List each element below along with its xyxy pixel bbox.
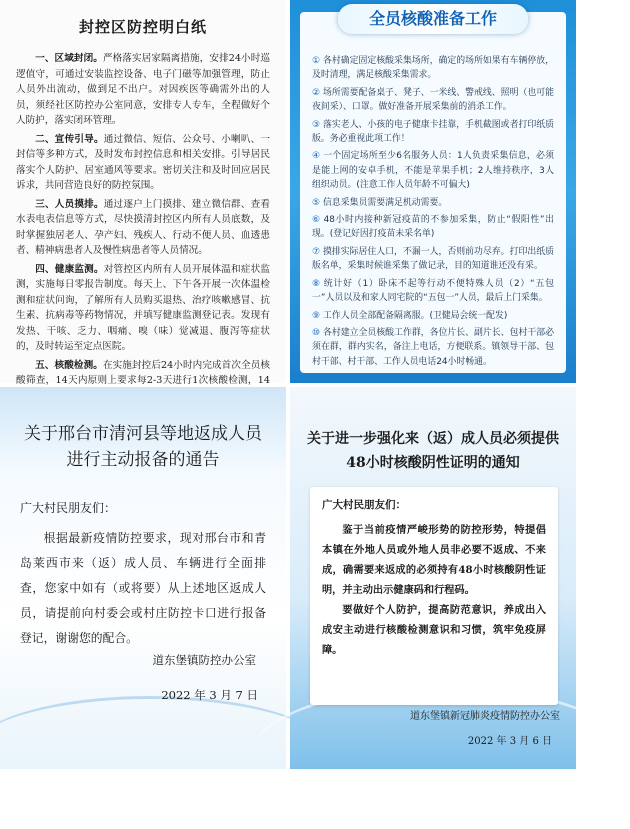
- guide-paragraph-heading: 二、宣传引导。: [35, 133, 104, 145]
- panel2-title: 全员核酸准备工作: [338, 4, 528, 34]
- prep-item: [312, 54, 554, 83]
- panel1-title: 封控区防控明白纸: [78, 18, 207, 36]
- guide-paragraph-heading: 三、人员摸排。: [35, 198, 104, 210]
- panel-nucleic-acid-prep: [290, 0, 576, 383]
- prep-item-text: 统计好（1）卧床不起等行动不便特殊人员（2）“五包一”人员以及和家人同宅院的“五包一”人员，最后上门采集。: [312, 278, 554, 304]
- panel4-org: 道东堡镇新冠肺炎疫情防控办公室: [410, 711, 560, 722]
- prep-item: [312, 277, 554, 306]
- guide-paragraph-text: 通过微信、短信、公众号、小喇叭、一封信等多种方式，及时发布封控信息和相关安排。引导居民落实个人防护、居室通风等要求。密切关注和及时回应居民诉求，共同营造良好的防控氛围。: [16, 133, 271, 191]
- panel3-title: 关于邢台市清河县等地返成人员进行主动报备的通告: [24, 424, 262, 470]
- prep-item-text: 信息采集员需要满足机动需要。: [322, 197, 448, 208]
- prep-item: [312, 326, 554, 369]
- guide-paragraph: [16, 51, 270, 129]
- panel4-card: [310, 487, 558, 705]
- prep-item: [312, 213, 554, 242]
- prep-item-number: ⑩: [312, 327, 320, 338]
- panel4-title: 关于进一步强化来（返）成人员必须提供48小时核酸阴性证明的通知: [307, 431, 559, 471]
- prep-item-text: 各村建立全员核酸工作群，各位片长、副片长、包村干部必须在群，群内实名，备注上电话，方便联系。镇领导干部、包村干部、村干部、工作人员电话24小时畅通。: [312, 327, 554, 367]
- prep-item-text: 工作人员全部配备隔离服。(卫健局会统一配发): [322, 310, 508, 321]
- prep-item-number: ④: [312, 151, 321, 162]
- guide-paragraph: [16, 262, 270, 355]
- panel3-body: 根据最新疫情防控要求，现对邢台市和青岛莱西市来（返）成人员、车辆进行全面排查，您家中如有（或将要）从上述地区返成人员，请提前向村委会或村庄防控卡口进行报备登记，谢谢您的配合。: [20, 531, 266, 645]
- guide-paragraph-text: 对管控区内所有人员开展体温和症状监测，实施每日零报告制度。每天上、下午各开展一次体温检测和症状问询，了解所有人员购买退热、治疗咳嗽感冒、抗生素、抗病毒等药物情况，并填写健康监测登记表。发现有发热、干咳、乏力、咽痛、嗅（味）觉减退、腹泻等症状的，及时转运至定点医院。: [16, 263, 271, 352]
- prep-item: [312, 245, 554, 274]
- prep-item: [312, 196, 554, 210]
- panel1-paragraphs: [16, 51, 270, 404]
- panel-control-zone-guide: [0, 0, 286, 386]
- panel-report-notice: [0, 387, 286, 769]
- prep-item: [312, 118, 554, 147]
- panel3-greeting: 广大村民朋友们：: [20, 501, 117, 515]
- panel4-body-1: 鉴于当前疫情严峻形势的防控形势，特提倡本镇在外地人员或外地人员非必要不返成、不来成，确需要来返成的必须持有48小时核酸阴性证明，并主动出示健康码和行程码。: [322, 524, 546, 596]
- guide-paragraph-heading: 四、健康监测。: [35, 263, 104, 275]
- guide-paragraph-heading: 一、区域封闭。: [35, 53, 103, 64]
- prep-item-number: ⑧: [312, 278, 321, 289]
- panel4-body-2: 要做好个人防护，提高防范意识，养成出入成安主动进行核酸检测意识和习惯，筑牢免疫屏障。: [322, 604, 546, 656]
- prep-item: [312, 309, 554, 323]
- prep-item-text: 场所需要配备桌子、凳子、一米线、警戒线、照明（也可能夜间采）、口罩。做好准备开展采集前的消杀工作。: [312, 87, 554, 113]
- prep-item-text: 一个固定场所至少6名服务人员：1人负责采集信息，必须是能上网的安卓手机，不能是苹果手机；2人维持秩序，3人组织动员。(注意工作人员年龄不可偏大): [312, 151, 554, 191]
- prep-item-number: ⑦: [312, 246, 320, 257]
- panel2-card: [300, 12, 566, 373]
- prep-item-number: ③: [312, 119, 320, 130]
- panel3-date: 2022 年 3 月 7 日: [161, 688, 258, 702]
- prep-item-number: ①: [312, 56, 320, 66]
- panel4-greeting: 广大村民朋友们：: [322, 499, 406, 511]
- guide-paragraph-heading: 五、核酸检测。: [35, 359, 103, 371]
- prep-item-number: ⑤: [312, 197, 320, 208]
- prep-item: [312, 149, 554, 192]
- prep-item-number: ⑥: [312, 215, 321, 226]
- prep-item-text: 落实老人、小孩的电子健康卡挂靠，手机截图或者打印纸质版。务必重视此项工作！: [312, 119, 554, 145]
- guide-paragraph-text: 通过逐户上门摸排、建立微信群、查看水表电表信息等方式，尽快摸清封控区内所有人员底数，及时掌握独居老人、孕产妇、残疾人、行动不便人员、血透患者、精神病患者人及慢性病患者等人员情况。: [16, 198, 271, 256]
- prep-item: [312, 86, 554, 115]
- prep-item-text: 各村确定固定核酸采集场所，确定的场所如果有车辆停放，及时清理，满足核酸采集需求。: [312, 56, 554, 81]
- prep-item-number: ②: [312, 87, 320, 98]
- panel-48h-test-notice: [290, 387, 576, 769]
- prep-item-text: 摸排实际居住人口，不漏一人，否则前功尽弃。打印出纸质版名单，采集时候谁采集了做记录，目的知道谁还没有采。: [312, 246, 554, 272]
- guide-paragraph-text: 在实施封控后24小时内完成首次全员核酸筛查，14天内原则上要求每2-3天进行1次核酸检测，14: [16, 359, 270, 386]
- prep-item-list: [312, 54, 554, 369]
- panel4-date: 2022 年 3 月 6 日: [467, 736, 552, 747]
- prep-item-text: 48小时内接种新冠疫苗的不参加采集，防止“假阳性”出现。(登记好因打疫苗未采名单): [312, 215, 554, 240]
- panel3-org: 道东堡镇防控办公室: [152, 653, 256, 667]
- guide-paragraph: [16, 132, 270, 194]
- prep-item-number: ⑨: [312, 310, 320, 321]
- guide-paragraph-text: 严格落实居家隔离措施，安排24小时巡逻值守，可通过安装监控设备、电子门磁等加强管理，防止人员外出流动，做到足不出户。对因疾医等确需外出的人员，须经社区防控办公室同意，安排专人专车，全程做好个人防护，落实闭环管理。: [16, 53, 270, 126]
- guide-paragraph: [16, 197, 270, 259]
